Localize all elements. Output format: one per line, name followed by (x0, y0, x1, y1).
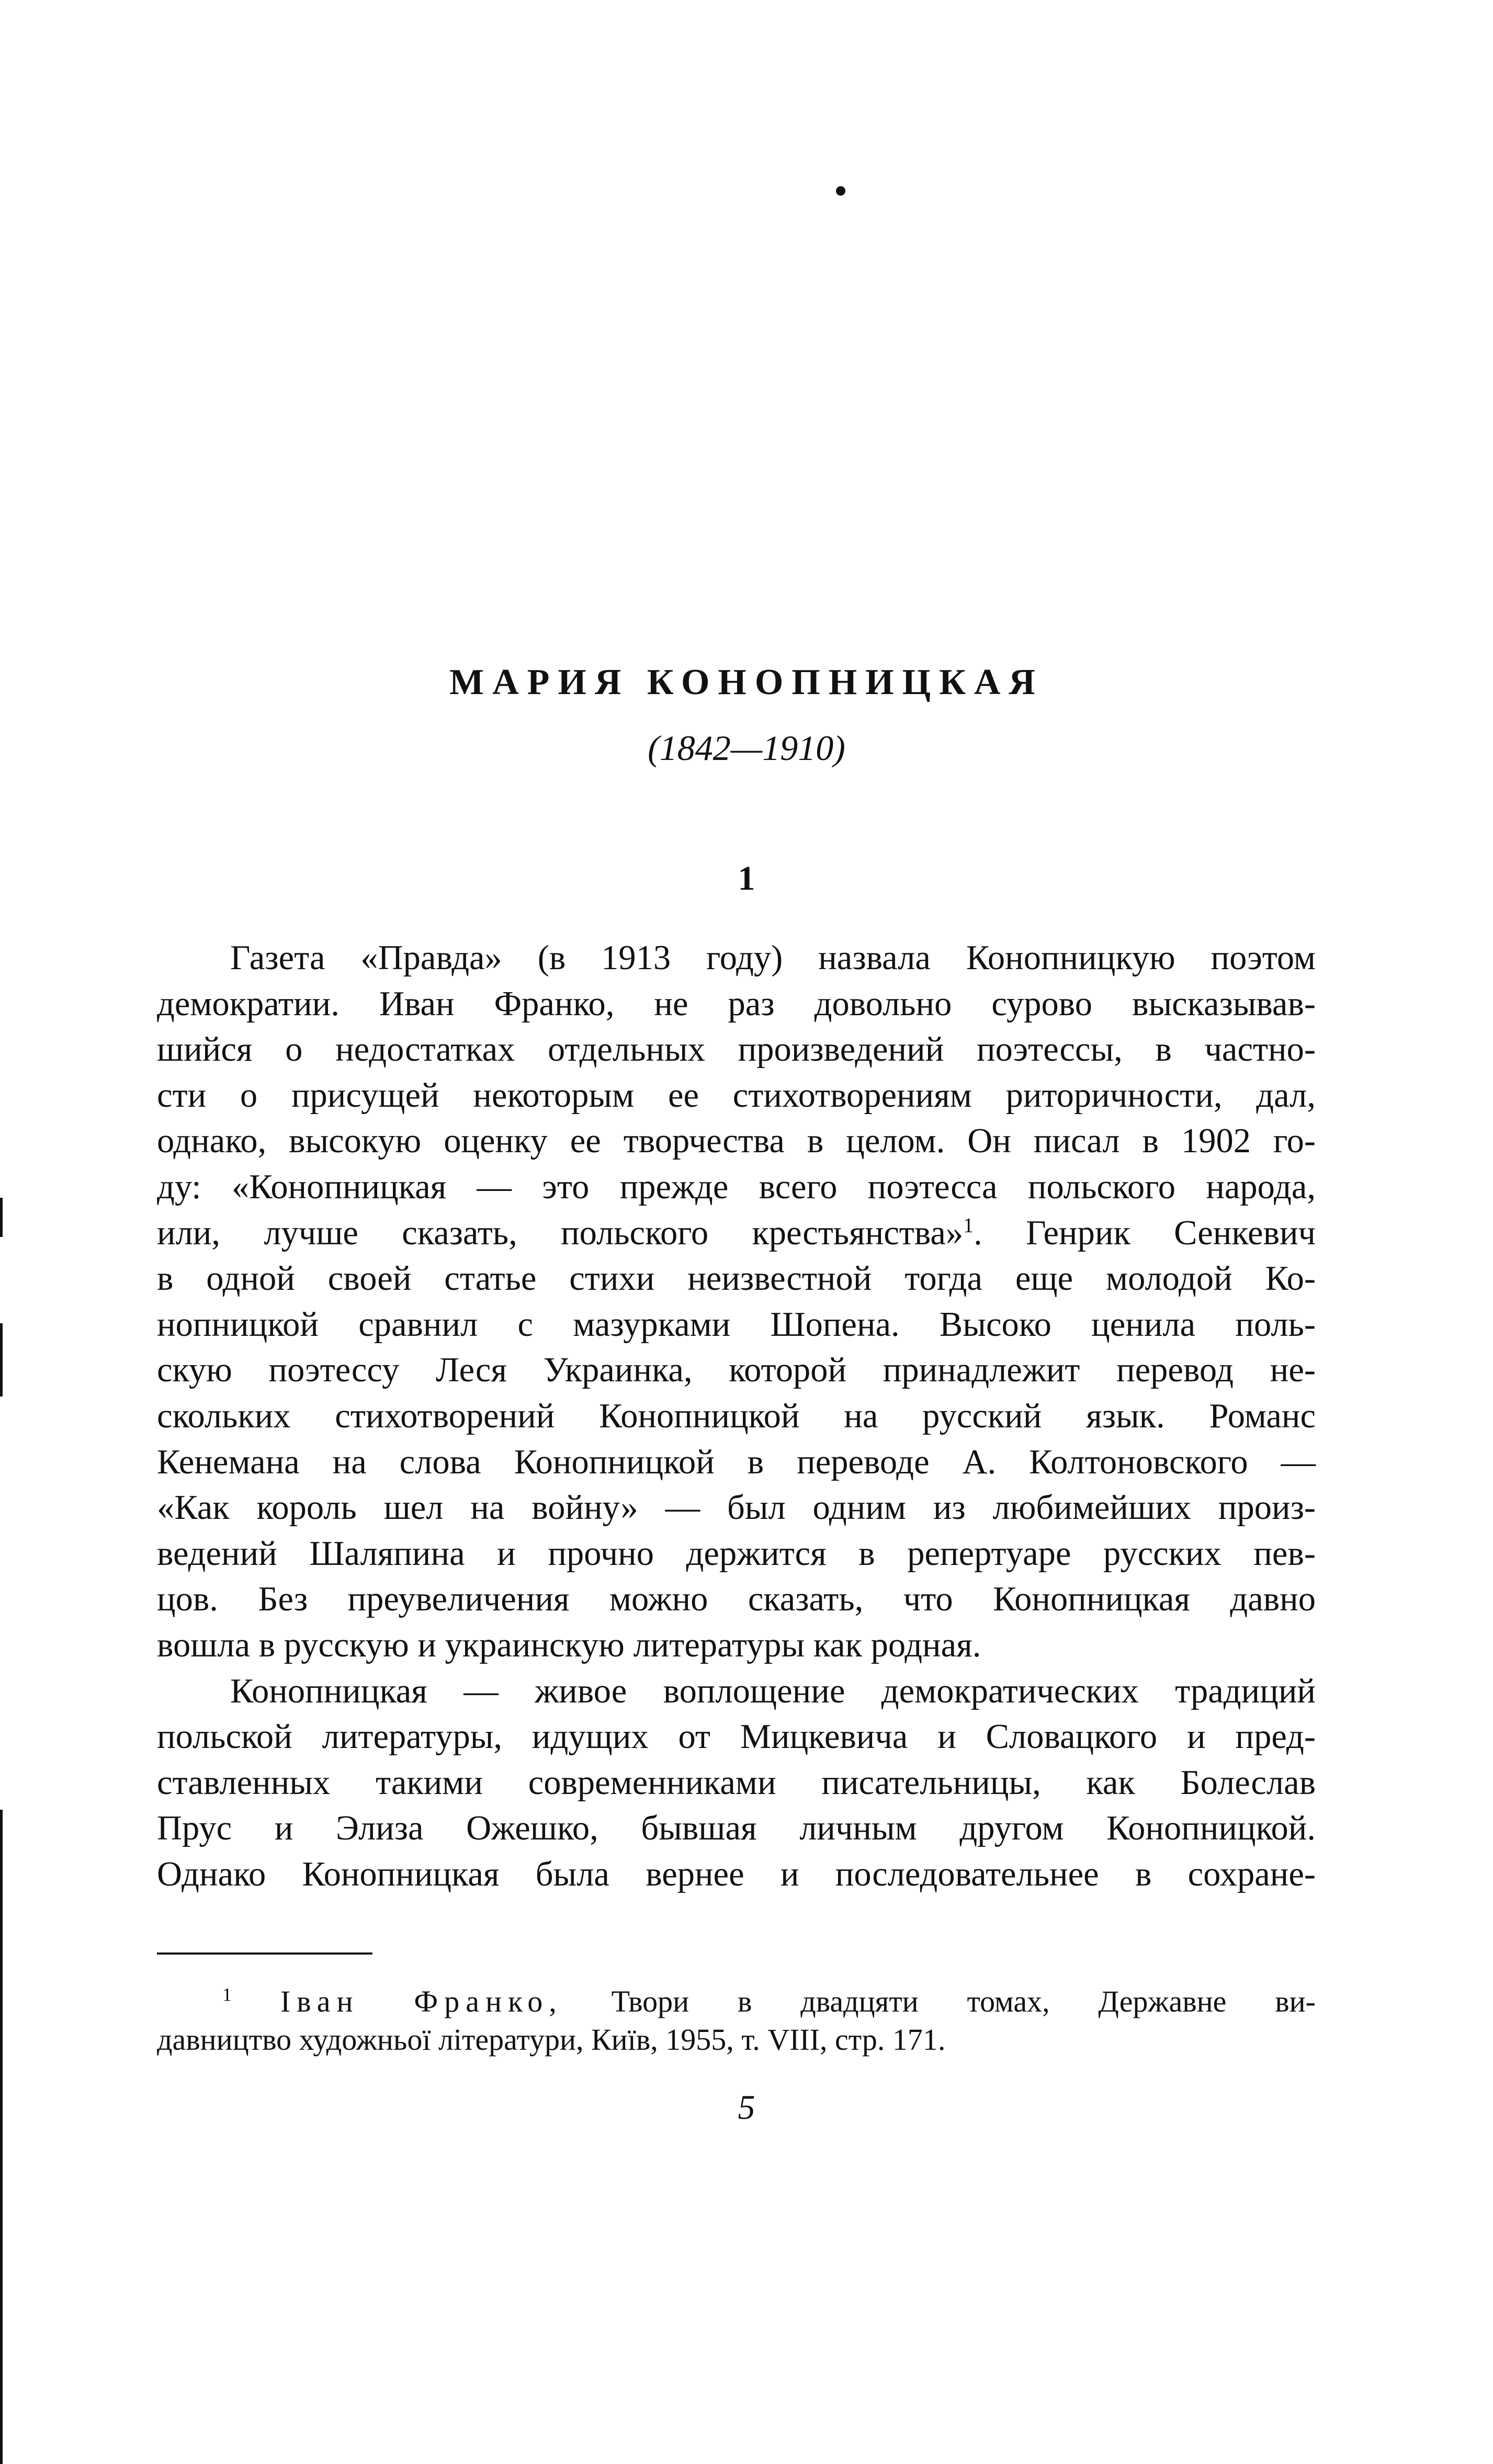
footnote-mark: 1 (222, 1984, 232, 2005)
text-line: Газета «Правда» (в 1913 году) назвала Конопницкую поэтом (230, 939, 1316, 977)
text-line: вошла в русскую и украинскую литературы как родная. (157, 1626, 981, 1664)
paragraph-2 (157, 1668, 1316, 1898)
text-line: Прус и Элиза Ожешко, бывшая личным другом Конопницкой. (157, 1809, 1316, 1848)
text-line: ведений Шаляпина и прочно держится в репертуаре русских пев- (157, 1534, 1316, 1573)
page-number: 5 (738, 2088, 755, 2127)
scan-edge-mark (0, 1810, 3, 2464)
footnote-author: Іван Франко, (280, 1984, 563, 2018)
text-line: однако, высокую оценку ее творчества в целом. Он писал в 1902 го- (157, 1122, 1316, 1161)
text-line: демократии. Иван Франко, не раз довольно сурово высказывав- (157, 984, 1316, 1023)
text-line: Однако Конопницкая была вернее и последовательнее в сохране- (157, 1855, 1316, 1893)
scan-edge-mark (0, 1198, 3, 1237)
footnote-text: Твори в двадцяти томах, Державне ви- (611, 1984, 1316, 2018)
section-number: 1 (738, 859, 755, 898)
footnote (157, 1982, 1316, 2059)
text-line: Конопницкая — живое воплощение демократических традиций (230, 1672, 1316, 1710)
text-line: ставленных такими современниками писательницы, как Болеслав (157, 1763, 1316, 1802)
text-line: Кенемана на слова Конопницкой в переводе А. Колтоновского — (157, 1443, 1316, 1481)
footnote-line (157, 1982, 1316, 2020)
text-line: «Как король шел на войну» — был одним из любимейших произ- (157, 1489, 1316, 1527)
footnote-divider (157, 1952, 372, 1955)
text-line: шийся о недостатках отдельных произведений поэтессы, в частно- (157, 1030, 1316, 1069)
paragraph-1 (157, 935, 1316, 1668)
article-dates: (1842—1910) (648, 728, 845, 768)
text-line: польской литературы, идущих от Мицкевича и Словацкого и пред- (157, 1718, 1316, 1756)
text-line: скую поэтессу Леся Украинка, которой принадлежит перевод не- (157, 1351, 1316, 1390)
line-segment: . Генрик Сенкевич (974, 1213, 1316, 1252)
line-segment: или, лучше сказать, польского крестьянства» (157, 1213, 964, 1252)
text-line-with-footnote (157, 1210, 1316, 1256)
footnote-line: давництво художньої літератури, Київ, 1955, т. VIII, стр. 171. (157, 2023, 946, 2057)
text-line: скольких стихотворений Конопницкой на русский язык. Романс (157, 1396, 1316, 1435)
stray-dot-mark (836, 186, 845, 196)
text-line: ду: «Конопницкая — это прежде всего поэтесса польского народа, (157, 1167, 1316, 1206)
text-line: в одной своей статье стихи неизвестной тогда еще молодой Ко- (157, 1259, 1316, 1298)
text-line: цов. Без преувеличения можно сказать, что Конопницкая давно (157, 1580, 1316, 1619)
scan-edge-mark (0, 1323, 3, 1396)
text-line: сти о присущей некоторым ее стихотворениям риторичности, дал, (157, 1076, 1316, 1115)
body-text (157, 935, 1316, 1897)
text-line: нопницкой сравнил с мазурками Шопена. Высоко ценила поль- (157, 1305, 1316, 1344)
article-title: МАРИЯ КОНОПНИЦКАЯ (449, 662, 1044, 702)
footnote-reference[interactable]: 1 (963, 1213, 974, 1237)
